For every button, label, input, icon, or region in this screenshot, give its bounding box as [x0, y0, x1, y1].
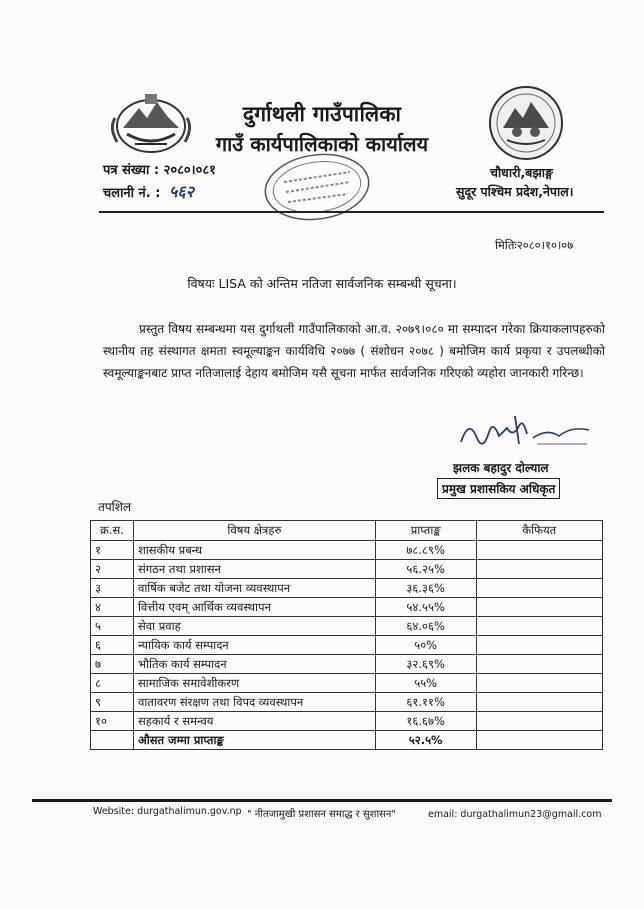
row-sn: ४	[91, 598, 134, 617]
table-row	[91, 712, 603, 731]
footer-email[interactable]: email: durgathalimun23@gmail.com	[428, 809, 602, 820]
handwritten-signature-icon	[455, 408, 595, 458]
row-field: शासकीय प्रबन्ध	[133, 541, 375, 560]
row-remark	[476, 617, 603, 636]
total-score: ५२.५%	[375, 731, 476, 750]
header-divider	[99, 211, 604, 213]
row-score: ६४.०६%	[375, 617, 476, 636]
dispatch-number: ५६२	[168, 182, 194, 201]
row-field: वार्षिक बजेट तथा योजना व्यवस्थापन	[133, 579, 375, 598]
row-field: भौतिक कार्य सम्पादन	[133, 655, 375, 674]
row-sn: ७	[91, 655, 134, 674]
col-header-remark: कैफियत	[476, 521, 603, 541]
table-row	[91, 598, 603, 617]
total-remark	[476, 731, 603, 750]
row-score: १६.६७%	[375, 712, 476, 731]
row-score: ५५%	[375, 674, 476, 693]
row-remark	[476, 674, 603, 693]
signatory-title: प्रमुख प्रशासकिय अधिकृत	[437, 478, 560, 499]
table-row	[91, 693, 603, 712]
row-remark	[476, 655, 603, 674]
table-header-row	[91, 521, 603, 541]
col-header-field: विषय क्षेत्रहरु	[133, 521, 375, 541]
office-address: चौधारी,बझाङ्ग	[490, 165, 553, 180]
col-header-sn: क्र.स.	[91, 521, 134, 541]
row-score: ७८.८९%	[375, 541, 476, 560]
row-field: सामाजिक समावेशीकरण	[133, 674, 375, 693]
table-row	[91, 617, 603, 636]
dispatch-number-row	[103, 180, 194, 202]
letter-date: मितिः२०८०।१०।०७	[495, 238, 574, 252]
row-score: ५४.५५%	[375, 598, 476, 617]
office-subtitle: गाउँ कार्यपालिकाको कार्यालय	[215, 132, 429, 156]
table-row	[91, 655, 603, 674]
table-row	[91, 541, 603, 560]
table-row	[91, 579, 603, 598]
row-score: ३२.६९%	[375, 655, 476, 674]
row-remark	[476, 693, 603, 712]
row-field: वित्तीय एवम् आर्थिक व्यवस्थापन	[133, 598, 375, 617]
col-header-score: प्राप्ताङ्क	[375, 521, 476, 541]
annex-label: तपशिल	[98, 500, 132, 514]
row-remark	[476, 560, 603, 579]
row-sn: २	[91, 560, 134, 579]
row-score: ३६.३६%	[375, 579, 476, 598]
row-field: न्यायिक कार्य सम्पादन	[133, 636, 375, 655]
row-remark	[476, 541, 603, 560]
row-field: सेवा प्रवाह	[133, 617, 375, 636]
row-sn: ६	[91, 636, 134, 655]
row-remark	[476, 636, 603, 655]
row-sn: १	[91, 541, 134, 560]
row-sn: ३	[91, 579, 134, 598]
table-row	[91, 560, 603, 579]
office-province: सुदूर पश्चिम प्रदेश,नेपाल।	[456, 184, 574, 199]
office-title: दुर्गाथली गाउँपालिका	[242, 102, 402, 126]
table-row	[91, 674, 603, 693]
letter-subject: विषयः LISA को अन्तिम नतिजा सार्वजनिक सम्बन्धी सूचना।	[187, 276, 457, 291]
row-score: ५०%	[375, 636, 476, 655]
row-sn: १०	[91, 712, 134, 731]
total-sn	[91, 731, 134, 750]
row-field: वातावरण संरक्षण तथा विपद व्यवस्थापन	[133, 693, 375, 712]
row-remark	[476, 598, 603, 617]
dispatch-label: चलानी नं. :	[103, 186, 161, 201]
results-table	[90, 520, 603, 750]
row-field: सहकार्य र समन्वय	[133, 712, 375, 731]
row-remark	[476, 579, 603, 598]
footer-website[interactable]: Website: durgathalimun.gov.np	[93, 806, 242, 817]
table-total-row	[91, 731, 603, 750]
row-sn: ८	[91, 674, 134, 693]
table-row	[91, 636, 603, 655]
row-score: ५६.२५%	[375, 560, 476, 579]
row-score: ६१.११%	[375, 693, 476, 712]
signatory-name: झलक बहादुर दोल्याल	[453, 461, 549, 475]
letter-reference: पत्र संख्या : २०८०।०८१	[103, 163, 216, 178]
total-label: औसत जम्मा प्राप्ताङ्क	[133, 731, 375, 750]
footer-divider	[32, 799, 612, 802]
row-sn: ९	[91, 693, 134, 712]
footer-motto: " नीतजामुखी प्रशासन समाद्ध र सुशासन"	[247, 809, 396, 820]
row-remark	[476, 712, 603, 731]
row-field: संगठन तथा प्रशासन	[133, 560, 375, 579]
row-sn: ५	[91, 617, 134, 636]
letter-body: प्रस्तुत विषय सम्बन्धमा यस दुर्गाथली गाउँपालिकाको आ.व. २०७९।०८० मा सम्पादन गरेका क्रियाकलापहरुको स्थानीय तह संस्थागत क्षमता स्वमूल्याङ्कन कार्यविधि २०७७ ( संशोधन २०७८ ) बमोजिम कार्य प्रकृया र उपलब्धीको स्वमूल्याङ्कनबाट प्राप्त नतिजालाई देहाय बमोजिम यसै सूचना मार्फत सार्वजनिक गरिएको व्यहोरा जानकारी गरिन्छ।	[103, 322, 605, 380]
